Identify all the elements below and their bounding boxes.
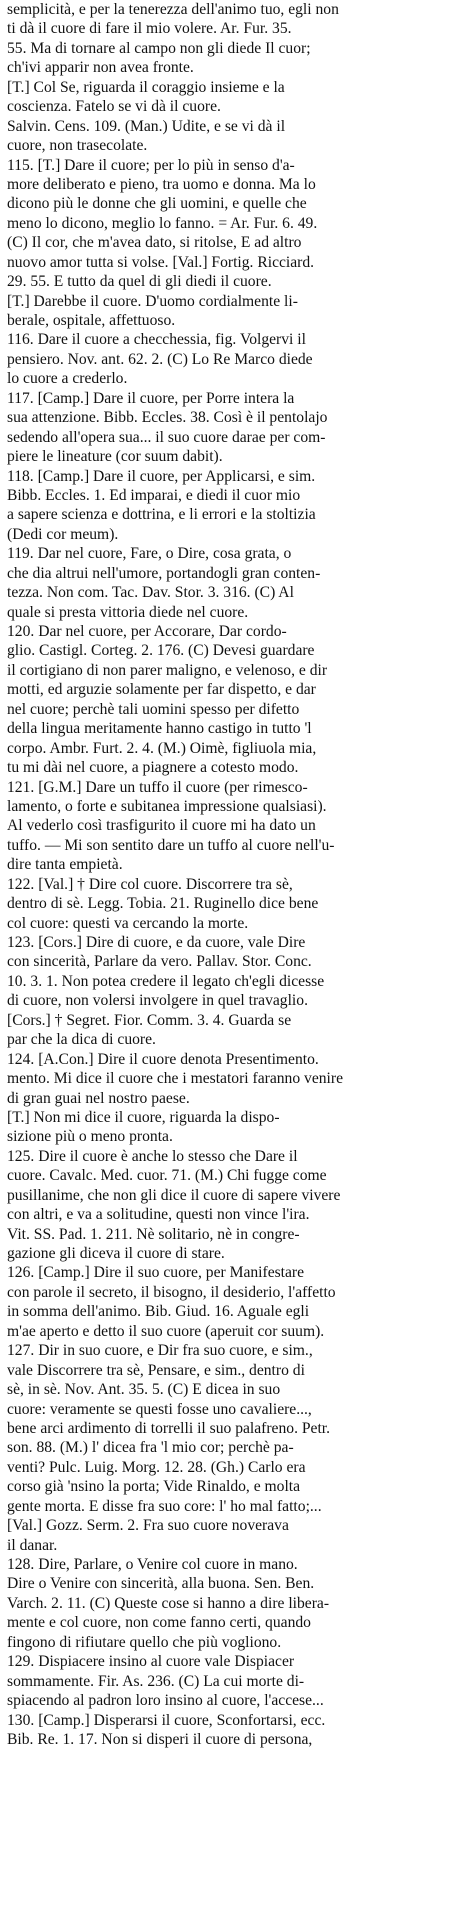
text-line: quale si presta vittoria diede nel cuore. (7, 603, 249, 621)
text-line: (C) Il cor, che m'avea dato, si ritolse, E ad altro (7, 234, 302, 252)
text-line: Salvin. Cens. 109. (Man.) Udite, e se vi dà il (7, 117, 286, 135)
text-line: meno lo dicono, meglio lo fanno. = Ar. Fur. 6. 49. (7, 214, 318, 232)
text-line: a sapere scienza e dottrina, e li errori e la stoltizia (7, 506, 316, 524)
text-line: spiacendo al padron loro insino al cuore, l'accese... (7, 1692, 324, 1710)
text-line: 55. Ma di tornare al campo non gli diede Il cuor; (7, 39, 311, 57)
text-line: gazione gli diceva il cuore di stare. (7, 1245, 225, 1262)
text-line: della lingua meritamente hanno castigo in tutto 'l (7, 720, 312, 738)
text-line: piere le lineature (cor suum dabit). (7, 448, 223, 466)
text-line: pensiero. Nov. ant. 62. 2. (C) Lo Re Marco diede (7, 350, 313, 368)
text-column (7, 0, 468, 1749)
text-line: di gran guai nel nostro paese. (7, 1089, 190, 1107)
text-line: corso già 'nsino la porta; Vide Rinaldo, e molta (7, 1478, 301, 1496)
text-line: 128. Dire, Parlare, o Venire col cuore in mano. (7, 1556, 298, 1573)
text-line: mento. Mi dice il cuore che i mestatori faranno venire (7, 1070, 344, 1088)
text-line: mente e col cuore, non come fanno certi, quando (7, 1614, 311, 1632)
text-line: con parole il secreto, il bisogno, il desiderio, l'affetto (7, 1283, 336, 1301)
text-line: venti? Pulc. Luig. Morg. 12. 28. (Gh.) Carlo era (7, 1458, 306, 1476)
text-line: nel cuore; perchè tali uomini spesso per difetto (7, 700, 300, 718)
text-line: cuore. Cavalc. Med. cuor. 71. (M.) Chi fugge come (7, 1167, 327, 1185)
text-line: gente morta. E disse fra suo core: l' ho mal fatto;... (7, 1497, 322, 1515)
text-line: 124. [A.Con.] Dire il cuore denota Presentimento. (7, 1050, 319, 1068)
text-line: sè, in sè. Nov. Ant. 35. 5. (C) E dicea in suo (7, 1381, 281, 1399)
text-line: glio. Castigl. Corteg. 2. 176. (C) Devesi guardare (7, 642, 315, 660)
text-line: 118. [Camp.] Dare il cuore, per Applicarsi, e sim. (7, 467, 316, 485)
text-line: cuore: veramente se questi fosse uno cavaliere..., (7, 1400, 312, 1418)
text-line: 129. Dispiacere insino al cuore vale Dispiacer (7, 1653, 295, 1671)
text-line: che dia altrui nell'umore, portandogli gran conten- (7, 564, 321, 582)
text-line: dentro di sè. Legg. Tobia. 21. Ruginello dice bene (7, 895, 319, 913)
text-line: sommamente. Fir. As. 236. (C) La cui morte di- (7, 1672, 305, 1690)
text-line: son. 88. (M.) l' dicea fra 'l mio cor; perchè pa- (7, 1439, 294, 1457)
text-line: 120. Dar nel cuore, per Accorare, Dar cordo- (7, 623, 287, 640)
text-line: pusillanime, che non gli dice il cuore di sapere vivere (7, 1186, 341, 1204)
text-line: Varch. 2. 11. (C) Queste cose si hanno a dire libera- (7, 1594, 330, 1612)
text-line: tezza. Non com. Tac. Dav. Stor. 3. 316. (C) Al (7, 584, 294, 602)
text-line: di cuore, non volersi involgere in quel travaglio. (7, 992, 308, 1010)
text-line: more deliberato e pieno, tra uomo e donna. Ma lo (7, 175, 316, 193)
text-line: dire tanta empietà. (7, 856, 123, 874)
text-line: (Dedi cor meum). (7, 525, 119, 543)
text-line: il cortigiano di non parer maligno, e velenoso, e dir (7, 661, 328, 679)
text-line: col cuore: questi va cercando la morte. (7, 914, 249, 932)
text-line: m'ae aperto e detto il suo cuore (aperuit cor suum). (7, 1322, 325, 1340)
text-line: [Val.] Gozz. Serm. 2. Fra suo cuore noverava (7, 1517, 289, 1535)
text-line: sizione più o meno pronta. (7, 1128, 173, 1146)
text-line: 122. [Val.] † Dire col cuore. Discorrere tra sè, (7, 875, 293, 893)
text-line: fingono di rifiutare quello che più vogliono. (7, 1633, 282, 1651)
text-line: 29. 55. E tutto da quel di gli diedi il cuore. (7, 273, 272, 291)
text-line: 130. [Camp.] Disperarsi il cuore, Sconfortarsi, ecc. (7, 1711, 326, 1729)
text-line: vale Discorrere tra sè, Pensare, e sim., dentro di (7, 1361, 305, 1379)
text-line: con sincerità, Parlare da vero. Pallav. Stor. Conc. (7, 953, 312, 971)
text-line: 10. 3. 1. Non potea credere il legato ch'egli dicesse (7, 972, 325, 990)
text-line: Al vederlo così trasfigurito il cuore mi ha dato un (7, 817, 316, 835)
text-line: 117. [Camp.] Dare il cuore, per Porre intera la (7, 389, 295, 407)
text-line: ti dà il cuore di fare il mio volere. Ar. Fur. 35. (7, 20, 292, 38)
text-line: 125. Dire il cuore è anche lo stesso che Dare il (7, 1147, 298, 1165)
text-line: bene arci ardimento di torrelli il suo palafreno. Petr. (7, 1419, 331, 1437)
text-line: ch'ivi apparir non avea fronte. (7, 59, 194, 77)
text-line: [T.] Col Se, riguarda il coraggio insieme e la (7, 78, 285, 96)
text-line: lamento, o forte e subitanea impressione qualsiasi). (7, 797, 327, 815)
text-line: coscienza. Fatelo se vi dà il cuore. (7, 98, 221, 116)
text-line: par che la dica di cuore. (7, 1031, 156, 1049)
text-line: 115. [T.] Dare il cuore; per lo più in senso d'a- (7, 156, 295, 174)
text-line: sua attenzione. Bibb. Eccles. 38. Così è il pentolajo (7, 409, 328, 427)
text-line: 127. Dir in suo cuore, e Dir fra suo cuore, e sim., (7, 1342, 313, 1360)
text-line: tu mi dài nel cuore, a piagnere a cotesto modo. (7, 759, 299, 777)
text-line: Dire o Venire con sincerità, alla buona. Sen. Ben. (7, 1575, 315, 1593)
text-line: con altri, e va a solitudine, questi non vince l'ira. (7, 1206, 310, 1224)
text-line: Bibb. Eccles. 1. Ed imparai, e diedi il cuor mio (7, 486, 301, 504)
text-line: 116. Dare il cuore a checchessia, fig. Volgervi il (7, 331, 306, 349)
text-line: corpo. Ambr. Furt. 2. 4. (M.) Oimè, figliuola mia, (7, 739, 317, 757)
text-line: 121. [G.M.] Dare un tuffo il cuore (per rimesco- (7, 778, 308, 796)
text-line: in somma dell'animo. Bib. Giud. 16. Aguale egli (7, 1303, 310, 1321)
text-line: [Cors.] † Segret. Fior. Comm. 3. 4. Guarda se (7, 1011, 292, 1029)
text-line: cuore, non trasecolate. (7, 137, 148, 155)
text-line: 119. Dar nel cuore, Fare, o Dire, cosa grata, o (7, 545, 292, 563)
text-line: nuovo amor tutta si volse. [Val.] Fortig. Ricciard. (7, 253, 315, 271)
text-line: berale, ospitale, affettuoso. (7, 312, 176, 329)
text-line: Vit. SS. Pad. 1. 211. Nè solitario, nè in congre- (7, 1225, 300, 1243)
text-line: 126. [Camp.] Dire il suo cuore, per Manifestare (7, 1264, 305, 1282)
text-line: dicono più le donne che gli uomini, e quelle che (7, 195, 307, 213)
text-line: Bib. Re. 1. 17. Non si disperi il cuore di persona, (7, 1730, 313, 1748)
text-line: il danar. (7, 1536, 58, 1554)
text-line: [T.] Non mi dice il cuore, riguarda la dispo- (7, 1108, 280, 1126)
text-line: sedendo all'opera sua... il suo cuore darae per com- (7, 428, 326, 446)
text-line: motti, ed arguzie solamente per far dispetto, e dar (7, 681, 316, 699)
text-line: semplicità, e per la tenerezza dell'animo tuo, egli non (7, 1, 339, 18)
text-line: 123. [Cors.] Dire di cuore, e da cuore, vale Dire (7, 934, 306, 951)
text-line: tuffo. — Mi son sentito dare un tuffo al cuore nell'u- (7, 836, 335, 854)
text-line: lo cuore a crederlo. (7, 370, 128, 388)
text-line: [T.] Darebbe il cuore. D'uomo cordialmente li- (7, 292, 298, 310)
